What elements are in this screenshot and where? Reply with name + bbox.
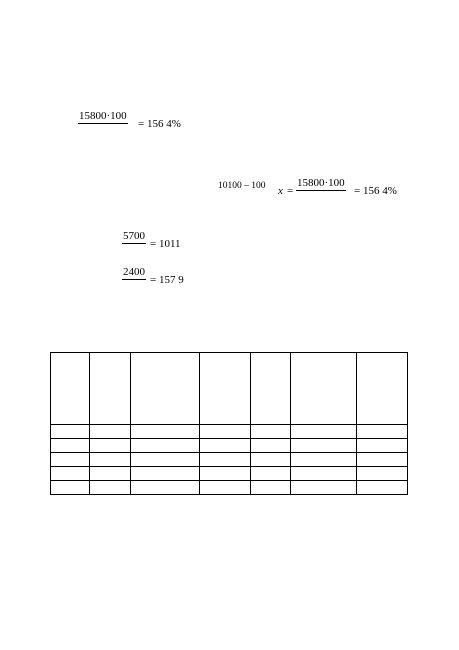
table-row xyxy=(51,439,408,453)
fraction-4-numerator: 2400 xyxy=(123,266,145,278)
fraction-3-bar xyxy=(122,243,146,244)
table-cell xyxy=(131,353,200,425)
table-cell xyxy=(131,467,200,481)
formula-2-variable: x xyxy=(278,185,283,197)
table-cell xyxy=(131,453,200,467)
table-cell xyxy=(90,453,131,467)
fraction-2-numerator: 15800·100 xyxy=(297,177,345,189)
formula-4-result: = 157 9 xyxy=(150,274,184,286)
table-cell xyxy=(90,481,131,495)
fraction-1 xyxy=(78,110,128,124)
table-cell xyxy=(251,425,291,439)
table-cell xyxy=(131,425,200,439)
table-cell xyxy=(51,453,90,467)
table-row xyxy=(51,425,408,439)
table-cell xyxy=(251,481,291,495)
table-cell xyxy=(357,439,408,453)
table-cell xyxy=(251,353,291,425)
fraction-4 xyxy=(122,266,146,280)
table-cell xyxy=(90,353,131,425)
table-row xyxy=(51,453,408,467)
table-row xyxy=(51,467,408,481)
table-cell xyxy=(291,439,357,453)
fraction-4-bar xyxy=(122,279,146,280)
table-cell xyxy=(51,481,90,495)
fraction-1-bar xyxy=(78,123,128,124)
formula-2-result: = 156 4% xyxy=(354,185,397,197)
table-cell xyxy=(90,467,131,481)
formula-2-equals: = xyxy=(287,185,294,197)
table-cell xyxy=(51,425,90,439)
table-cell xyxy=(200,481,251,495)
table-cell xyxy=(291,425,357,439)
table-cell xyxy=(51,353,90,425)
table-cell xyxy=(251,453,291,467)
table-cell xyxy=(131,481,200,495)
table-cell xyxy=(357,453,408,467)
table-cell xyxy=(200,453,251,467)
table-cell xyxy=(200,439,251,453)
table-cell xyxy=(251,467,291,481)
table-cell xyxy=(251,439,291,453)
table-cell xyxy=(51,467,90,481)
formula-3-result: = 1011 xyxy=(150,238,181,250)
table-cell xyxy=(357,353,408,425)
table-cell xyxy=(291,467,357,481)
table-cell xyxy=(200,425,251,439)
table-cell xyxy=(200,353,251,425)
table-row xyxy=(51,481,408,495)
table-cell xyxy=(357,481,408,495)
table-cell xyxy=(357,467,408,481)
formula-1-result: = 156 4% xyxy=(138,118,181,130)
table-cell xyxy=(51,439,90,453)
table-cell xyxy=(291,453,357,467)
table-cell xyxy=(200,467,251,481)
table-cell xyxy=(90,425,131,439)
fraction-2 xyxy=(296,177,346,191)
table-cell xyxy=(291,481,357,495)
formula-2-prefix: 10100 – 100 xyxy=(218,181,266,191)
fraction-2-bar xyxy=(296,190,346,191)
table-cell xyxy=(291,353,357,425)
fraction-1-numerator: 15800·100 xyxy=(79,110,127,122)
table-header-row xyxy=(51,353,408,425)
table-body xyxy=(51,353,408,495)
fraction-3-numerator: 5700 xyxy=(123,230,145,242)
empty-table xyxy=(50,352,408,495)
table-cell xyxy=(131,439,200,453)
table-cell xyxy=(90,439,131,453)
fraction-3 xyxy=(122,230,146,244)
table-cell xyxy=(357,425,408,439)
